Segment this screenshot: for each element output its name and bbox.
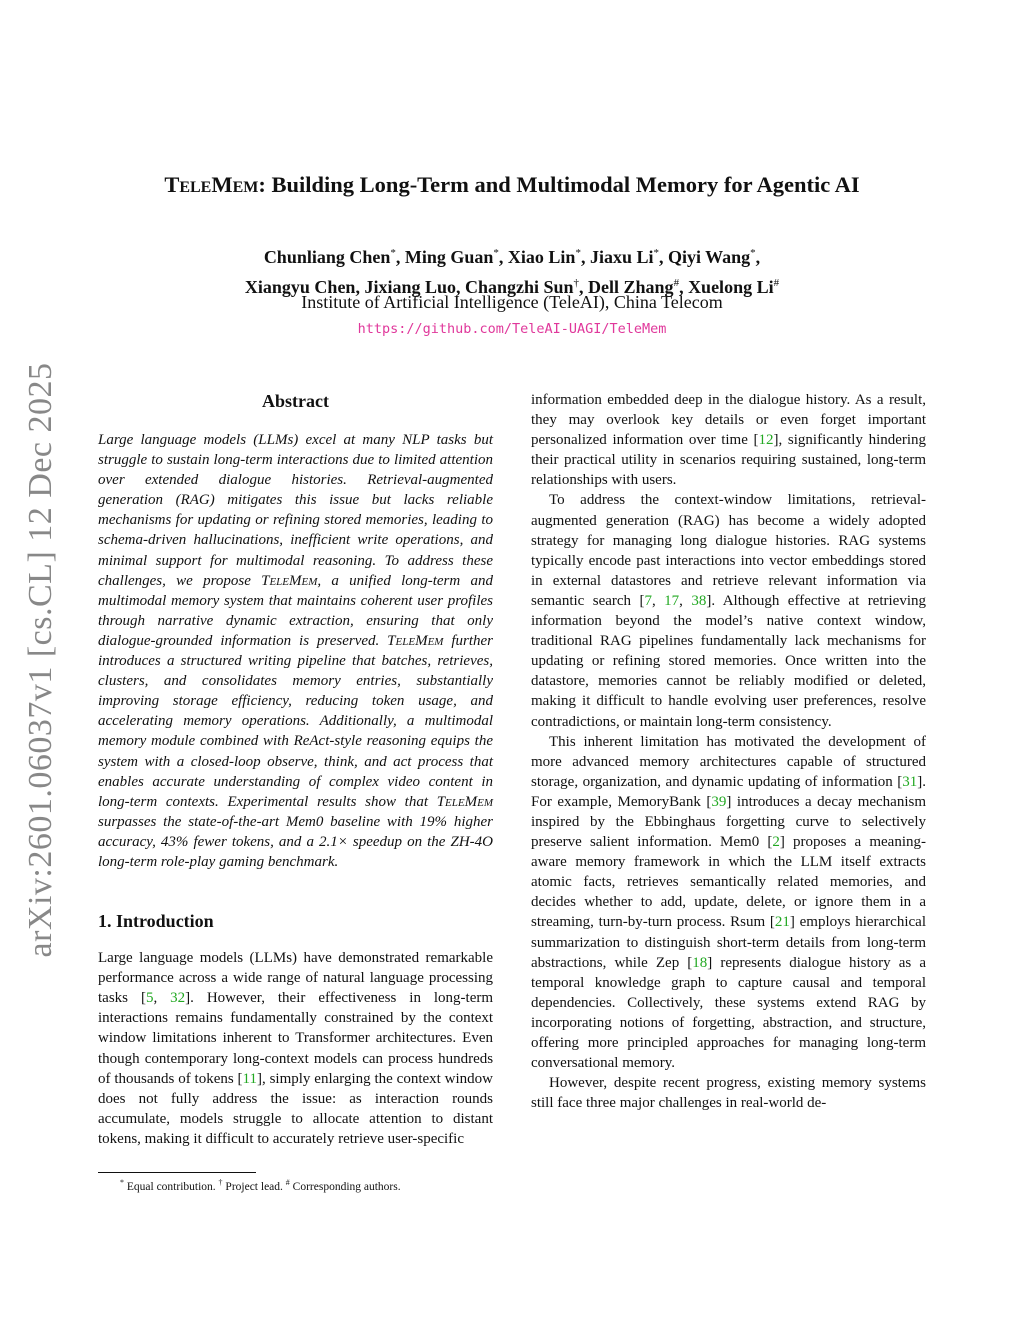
author: Xuelong Li bbox=[688, 277, 774, 297]
citation-link[interactable]: 17 bbox=[664, 592, 680, 609]
right-column bbox=[531, 390, 926, 1113]
left-column bbox=[98, 390, 493, 1149]
citation-link[interactable]: 32 bbox=[170, 990, 186, 1007]
citation-link[interactable]: 38 bbox=[691, 592, 707, 609]
author: Jiaxu Li bbox=[589, 247, 654, 267]
author: Jixiang Luo bbox=[364, 277, 456, 297]
author: Ming Guan bbox=[404, 247, 494, 267]
citation-link[interactable]: 39 bbox=[711, 793, 727, 810]
citation-link[interactable]: 31 bbox=[902, 773, 918, 790]
intro-paragraph-3: This inherent limitation has motivated the development of more advanced memory architectures capable of structured storage, organization, and dynamic updating of information [31]. For example, MemoryBank [39] introduces a decay mechanism inspired by the Ebbinghaus forgetting curve to selectively preserve salient information. Mem0 [2] proposes a meaning-aware memory framework in which the LLM itself extracts atomic facts, retrieves semantically related memories, and decides whether to add, update, delete, or ignore them in a streaming, turn-by-turn process. Rsum [21] employs hierarchical summarization to distinguish short-term details from long-term abstractions, while Zep [18] represents dialogue history as a temporal knowledge graph to capture causal and temporal dependencies. Collectively, these systems extend RAG by incorporating notions of forgetting, abstraction, and structure, offering more principled approaches for managing long-term conversational memory. bbox=[531, 733, 927, 1072]
author-list: Chunliang Chen*, Ming Guan*, Xiao Lin*, Jiaxu Li*, Qiyi Wang*, Xiangyu Chen, Jixiang Luo, Changzhi Sun†, Dell Zhang#, Xuelong Li# bbox=[244, 247, 780, 297]
citation-link[interactable]: 18 bbox=[692, 954, 708, 971]
author: Xiao Lin bbox=[507, 247, 576, 267]
intro-paragraph-1a: Large language models (LLMs) have demonstrated remarkable performance across a wide range of natural language processing tasks [5, 32]. However, their effectiveness in long-term interactions remains fundamentally constrained by the context window limitations inherent to Transformer architectures. Even though contemporary long-context models can process hundreds of thousands of tokens [11], simply enlarging the context window does not fully address the issue: as interaction rounds accumulate, models struggle to allocate attention to distant tokens, making it difficult to accurately retrieve user-specific bbox=[98, 950, 494, 1147]
author: Dell Zhang bbox=[588, 277, 674, 297]
repository-link[interactable]: https://github.com/TeleAI-UAGI/TeleMem bbox=[357, 321, 667, 337]
abstract-text: Large language models (LLMs) excel at many NLP tasks but struggle to sustain long-term interactions due to limited attention over extended dialogue histories. Retrieval-augmented generation (RAG) mitigates this issue but lacks reliable mechanisms for updating or refining stored memories, leading to schema-driven hallucinations, inefficient write operations, and minimal support for multimodal reasoning. To address these challenges, we propose TeleMem, a unified long-term and multimodal memory system that maintains coherent user profiles through narrative dynamic extraction, ensuring that only dialogue-grounded information is preserved. TeleMem further introduces a structured writing pipeline that batches, retrieves, clusters, and consolidates memory entries, substantially improving storage efficiency, reducing token usage, and accelerating memory operations. Additionally, a multimodal memory module combined with ReAct-style reasoning equips the system with a closed-loop observe, think, and act process that enables accurate understanding of complex video content in long-term contexts. Experimental results show that TeleMem surpasses the state-of-the-art Mem0 baseline with 19% higher accuracy, 43% fewer tokens, and a 2.1× speedup on the ZH-4O long-term role-play gaming benchmark. bbox=[98, 432, 494, 870]
author: Changzhi Sun bbox=[464, 277, 574, 297]
system-name: TeleMem bbox=[164, 172, 259, 197]
author: Chunliang Chen bbox=[263, 247, 391, 267]
intro-paragraph-1b: information embedded deep in the dialogue history. As a result, they may overlook key details or even forget important personalized information over time [12], significantly hindering their practical utility in scenarios requiring sustained, long-term relationships with users. bbox=[531, 392, 927, 489]
paper-title bbox=[100, 172, 924, 198]
author: Qiyi Wang bbox=[667, 247, 751, 267]
arxiv-identifier: arXiv:2601.06037v1 [cs.CL] 12 Dec 2025 bbox=[22, 362, 59, 958]
author: Xiangyu Chen bbox=[244, 277, 356, 297]
title-rest: : Building Long-Term and Multimodal Memory for Agentic AI bbox=[258, 172, 860, 197]
abstract-heading: Abstract bbox=[262, 391, 329, 411]
citation-link[interactable]: 21 bbox=[774, 914, 790, 931]
citation-link[interactable]: 2 bbox=[772, 834, 780, 851]
intro-paragraph-4: However, despite recent progress, existing memory systems still face three major challenges in real-world de- bbox=[531, 1075, 926, 1112]
footnote-rule bbox=[98, 1172, 256, 1173]
affiliation: Institute of Artificial Intelligence (TeleAI), China Telecom bbox=[301, 292, 723, 312]
citation-link[interactable]: 12 bbox=[758, 432, 774, 449]
section-heading-introduction: 1. Introduction bbox=[98, 911, 214, 932]
citation-link[interactable]: 7 bbox=[644, 592, 652, 609]
arxiv-sidebar bbox=[6, 360, 76, 960]
intro-paragraph-2: To address the context-window limitations, retrieval-augmented generation (RAG) has become a widely adopted strategy for managing long dialogue histories. RAG systems typically encode past interactions into vector embeddings stored in external datastores and retrieve relevant information via semantic search [7, 17, 38]. Although effective at retrieving information beyond the model’s native context window, traditional RAG pipelines fundamentally lack mechanisms for updating or refining stored memories. Once written into the datastore, memories cannot be reliably modified or deleted, making it difficult to handle evolving user preferences, resolve contradictions, or maintain long-term consistency. bbox=[531, 492, 926, 730]
citation-link[interactable]: 11 bbox=[242, 1070, 257, 1087]
footnote: * Equal contribution. † Project lead. # Corresponding authors. bbox=[120, 1178, 401, 1193]
citation-link[interactable]: 5 bbox=[145, 990, 154, 1007]
